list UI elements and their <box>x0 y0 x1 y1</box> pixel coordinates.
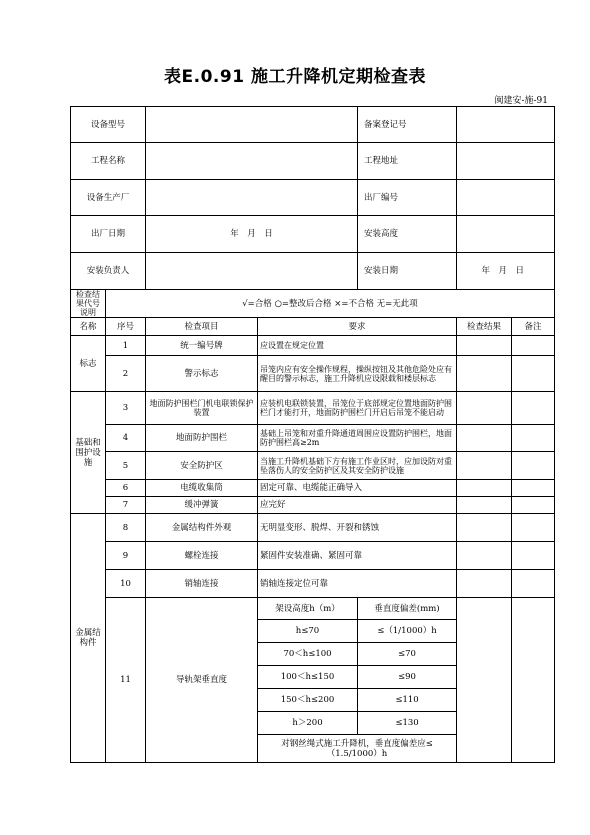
verticality-h: 70＜h≤100 <box>258 643 358 666</box>
row-note[interactable] <box>512 542 555 570</box>
verticality-h-header: 架设高度h（m） <box>258 598 358 620</box>
row-item: 安全防护区 <box>146 452 258 480</box>
row-no: 7 <box>106 497 146 514</box>
install-date-label: 安装日期 <box>358 253 457 290</box>
row-note[interactable] <box>512 598 555 763</box>
record-label: 备案登记号 <box>358 107 457 143</box>
row-req: 吊笼内应有安全操作规程，操纵按钮及其他危险处应有醒目的警示标志，施工升降机应设限载和楼层标志 <box>258 356 457 392</box>
project-value[interactable] <box>146 143 358 180</box>
row-result[interactable] <box>457 497 512 514</box>
row-result[interactable] <box>457 425 512 452</box>
row-no: 4 <box>106 425 146 452</box>
record-value[interactable] <box>457 107 555 143</box>
row-result[interactable] <box>457 336 512 356</box>
header-no: 序号 <box>106 318 146 336</box>
row-note[interactable] <box>512 392 555 425</box>
row-result[interactable] <box>457 480 512 497</box>
group-metal: 金属结构件 <box>71 514 106 763</box>
row-req: 销轴连接定位可靠 <box>258 570 457 598</box>
project-label: 工程名称 <box>71 143 146 180</box>
row-req: 当施工升降机基础下方有施工作业区时，应加设防对重坠落伤人的安全防护区及其安全防护设施 <box>258 452 457 480</box>
row-note[interactable] <box>512 497 555 514</box>
form-code: 闽建安-施-91 <box>494 96 548 106</box>
row-item: 警示标志 <box>146 356 258 392</box>
verticality-h: h＞200 <box>258 712 358 735</box>
verticality-d: ≤110 <box>358 689 457 712</box>
verticality-d: ≤70 <box>358 643 457 666</box>
header-note: 备注 <box>512 318 555 336</box>
row-req: 无明显变形、脱焊、开裂和锈蚀 <box>258 514 457 542</box>
row-item: 地面防护围栏门机电联锁保护装置 <box>146 392 258 425</box>
row-item: 螺栓连接 <box>146 542 258 570</box>
verticality-h: 100＜h≤150 <box>258 666 358 689</box>
row-item: 地面防护围栏 <box>146 425 258 452</box>
serial-label: 出厂编号 <box>358 180 457 216</box>
row-no: 8 <box>106 514 146 542</box>
verticality-h: h≤70 <box>258 620 358 643</box>
address-value[interactable] <box>457 143 555 180</box>
model-label: 设备型号 <box>71 107 146 143</box>
row-note[interactable] <box>512 480 555 497</box>
verticality-h: 150＜h≤200 <box>258 689 358 712</box>
model-value[interactable] <box>146 107 358 143</box>
row-req: 紧固件安装准确、紧固可靠 <box>258 542 457 570</box>
row-result[interactable] <box>457 514 512 542</box>
verticality-d: ≤（1/1000）h <box>358 620 457 643</box>
row-no: 10 <box>106 570 146 598</box>
row-item: 金属结构件外观 <box>146 514 258 542</box>
form-title: 表E.0.91 施工升降机定期检查表 <box>164 67 426 87</box>
row-note[interactable] <box>512 452 555 480</box>
row-no: 1 <box>106 336 146 356</box>
header-result: 检查结果 <box>457 318 512 336</box>
row-note[interactable] <box>512 425 555 452</box>
legend-label: 检查结果代号说明 <box>71 290 106 318</box>
row-item: 统一编号牌 <box>146 336 258 356</box>
header-item: 检查项目 <box>146 318 258 336</box>
row-result[interactable] <box>457 356 512 392</box>
verticality-d-header: 垂直度偏差(mm) <box>358 598 457 620</box>
install-date-value[interactable]: 年 月 日 <box>457 253 555 290</box>
installer-label: 安装负责人 <box>71 253 146 290</box>
row-req: 应装机电联锁装置，吊笼位于底部规定位置地面防护围栏门才能打开，地面防护围栏门开启后吊笼不能启动 <box>258 392 457 425</box>
row-result[interactable] <box>457 570 512 598</box>
maker-label: 设备生产厂 <box>71 180 146 216</box>
row-no: 11 <box>106 598 146 763</box>
installer-value[interactable] <box>146 253 358 290</box>
row-note[interactable] <box>512 514 555 542</box>
row-req: 应完好 <box>258 497 457 514</box>
group-foundation: 基础和围护设施 <box>71 392 106 514</box>
verticality-d: ≤130 <box>358 712 457 735</box>
row-item: 电缆收集筒 <box>146 480 258 497</box>
row-item: 缓冲弹簧 <box>146 497 258 514</box>
header-name: 名称 <box>71 318 106 336</box>
row-result[interactable] <box>457 542 512 570</box>
date-value[interactable]: 年 月 日 <box>146 216 358 253</box>
row-no: 6 <box>106 480 146 497</box>
row-req: 应设置在规定位置 <box>258 336 457 356</box>
row-req: 固定可靠、电缆能正确导入 <box>258 480 457 497</box>
height-label: 安装高度 <box>358 216 457 253</box>
address-label: 工程地址 <box>358 143 457 180</box>
row-note[interactable] <box>512 356 555 392</box>
row-result[interactable] <box>457 452 512 480</box>
height-value[interactable] <box>457 216 555 253</box>
date-label: 出厂日期 <box>71 216 146 253</box>
row-item: 销轴连接 <box>146 570 258 598</box>
row-no: 9 <box>106 542 146 570</box>
row-note[interactable] <box>512 336 555 356</box>
header-req: 要求 <box>258 318 457 336</box>
row-result[interactable] <box>457 392 512 425</box>
serial-value[interactable] <box>457 180 555 216</box>
row-result[interactable] <box>457 598 512 763</box>
row-req: 基础上吊笼和对重升降通道周围应设置防护围栏，地面防护围栏高≥2m <box>258 425 457 452</box>
verticality-footer: 对钢丝绳式施工升降机，垂直度偏差应≤（1.5/1000）h <box>258 735 457 763</box>
row-no: 2 <box>106 356 146 392</box>
maker-value[interactable] <box>146 180 358 216</box>
row-no: 3 <box>106 392 146 425</box>
group-sign: 标志 <box>71 336 106 392</box>
row-no: 5 <box>106 452 146 480</box>
verticality-d: ≤90 <box>358 666 457 689</box>
inspection-table <box>70 106 555 763</box>
row-note[interactable] <box>512 570 555 598</box>
legend-text: √=合格 ○=整改后合格 ×=不合格 无=无此项 <box>106 290 555 318</box>
row-item: 导轨架垂直度 <box>146 598 258 763</box>
